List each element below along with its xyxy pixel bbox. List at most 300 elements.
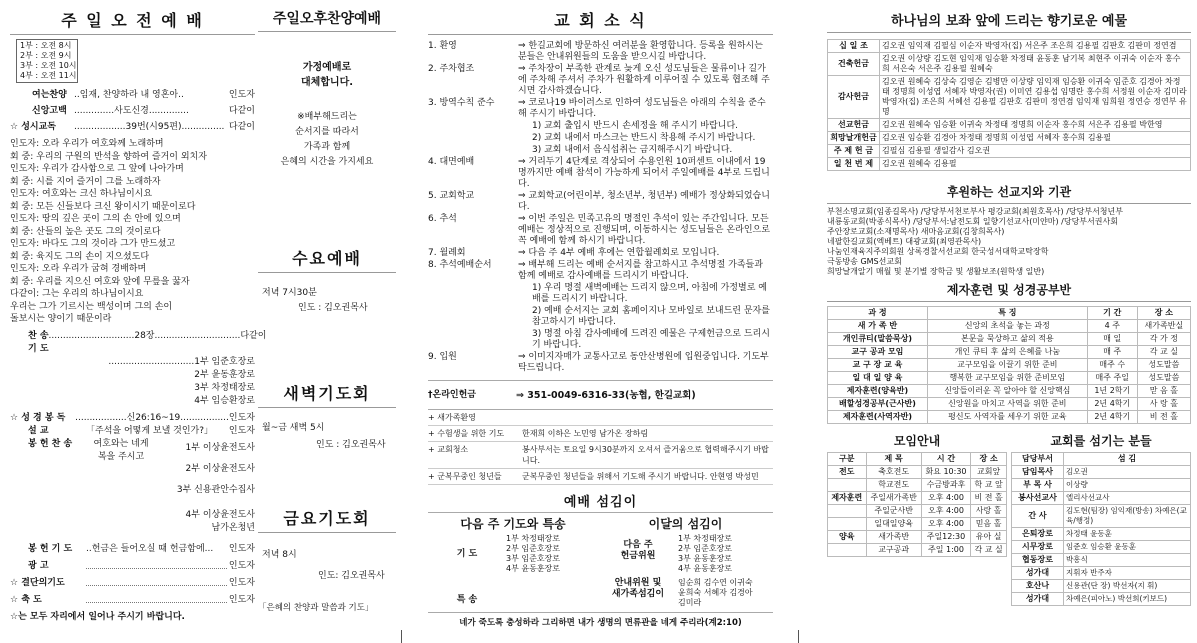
extra-item-label: + 새가족환영 bbox=[428, 413, 476, 422]
news-title: 교 회 소 식 bbox=[428, 8, 773, 35]
offering-label: 봉 헌 기 도 bbox=[28, 543, 73, 554]
training-cell: 매 주 bbox=[1087, 346, 1137, 359]
serve-row bbox=[1012, 593, 1191, 606]
evening-note: 순서지를 따라서 bbox=[295, 127, 359, 137]
news-item-text: 3) 명절 아침 감사예배에 드려진 예물은 구제헌금으로 드리시기 바랍니다. bbox=[532, 329, 770, 350]
decision-label: ☆ 결단의기도 bbox=[10, 577, 65, 588]
offering-row-label: 감사헌금 bbox=[828, 76, 880, 119]
news-item-number: 5. 교회학교 bbox=[428, 191, 475, 201]
choir-item: 2부 이상윤전도사 bbox=[185, 463, 255, 474]
online-offering-label: †온라인헌금 bbox=[428, 390, 476, 400]
guide-item: 김미라 bbox=[678, 598, 702, 607]
special-song-label: 특 송 bbox=[456, 595, 478, 605]
serve-cell: 협동장로 bbox=[1012, 554, 1064, 567]
support-item: 희망날개알기 매월 및 분기별 장학금 및 생활보조(원학생 일반) bbox=[827, 267, 1045, 276]
news-item-number bbox=[428, 145, 518, 156]
news-item-text: 3) 교회 내에서 음식섭취는 금지해주시기 바랍니다. bbox=[532, 145, 733, 155]
offering-row bbox=[828, 119, 1191, 132]
serve-table bbox=[1011, 452, 1191, 606]
meeting-header-row bbox=[828, 453, 1007, 466]
offering-row-label: 선교헌금 bbox=[828, 119, 880, 132]
meeting-row bbox=[828, 505, 1007, 518]
friday-footer: 「은혜의 찬양과 말씀과 기도」 bbox=[258, 603, 374, 613]
center-divider bbox=[401, 630, 402, 643]
order-label: 여는찬양 bbox=[32, 90, 67, 100]
offering-helper: 3부 윤동훈장로 bbox=[678, 554, 733, 563]
service-time: 1부 : 오전 8시 bbox=[20, 41, 72, 50]
service-times-box bbox=[16, 39, 78, 83]
responsive-line: 인도자: 오라 우리가 굽혀 경배하며 bbox=[10, 264, 147, 274]
order-content: ..............사도신경.............. bbox=[74, 106, 189, 116]
meeting-cell: 교구공과 bbox=[866, 544, 921, 557]
news-item-text: 2) 예배 순서지는 교회 홈페이지나 모바일로 보내드린 문자를 참고하시기 바랍니다. bbox=[532, 306, 770, 327]
friday-title: 금요기도회 bbox=[258, 506, 396, 533]
responsive-line: 우리는 그가 기르시는 백성이며 그의 손이 bbox=[10, 301, 173, 312]
support-item: 주안장로교회(소재명목사) 새마음교회(김창희목사) bbox=[827, 227, 1005, 236]
serve-row bbox=[1012, 479, 1191, 492]
offering-leader: 인도자 bbox=[228, 543, 255, 554]
training-row bbox=[828, 398, 1191, 411]
morning-title: 주 일 오 전 예 배 bbox=[10, 8, 255, 35]
meeting-cell: 오후 4:00 bbox=[921, 492, 970, 505]
blessing-label: ☆ 축 도 bbox=[10, 594, 42, 605]
serve-row bbox=[1012, 580, 1191, 593]
responsive-line: 다같이: 그는 우리의 하나님이시요 bbox=[10, 289, 144, 299]
serve-row bbox=[1012, 466, 1191, 479]
support-item: 부천소명교회(임종길목사) /당당부서천로부사 평강교회(최원호목사) /당당부서청년부 bbox=[827, 207, 1123, 216]
support-item: 나눔인재육지주의회원 상록경찰서선교회 한국성서대학교탁장학 bbox=[827, 247, 1049, 256]
guide-item: 윤희숙 서혜자 김경아 bbox=[678, 588, 753, 597]
offering-row-names: 김오권 임익재 김필심 이순자 박영자(집) 서은주 조은희 김용필 김판호 김판미 정연겸 bbox=[880, 40, 1191, 53]
serve-cell: 박흥식 bbox=[1064, 554, 1191, 567]
training-cell: 성도말씀 bbox=[1137, 359, 1190, 372]
training-row bbox=[828, 372, 1191, 385]
offering-row-names: 김오권 원혜숙 김용필 bbox=[880, 158, 1191, 171]
choir-item: 남가온청년 bbox=[211, 522, 255, 533]
order-row bbox=[10, 89, 255, 102]
news-item-number bbox=[428, 306, 518, 328]
scripture-content: ..................신26:16~19................. bbox=[75, 412, 229, 423]
decision-leader: 인도자 bbox=[228, 577, 255, 588]
serve-row bbox=[1012, 554, 1191, 567]
offering-row-names: 김필심 김용필 생일감사 김오권 bbox=[880, 145, 1191, 158]
prayer-label: 기 도 bbox=[28, 343, 49, 354]
news-item-text: ⇒ 이미지자매가 교통사고로 동안산병원에 입원중입니다. 기도부탁드립니다. bbox=[518, 352, 769, 373]
serve-row bbox=[1012, 567, 1191, 580]
extra-item-label: + 수험생을 위한 기도 bbox=[428, 429, 505, 438]
news-item-text: 2) 교회 내에서 마스크는 반드시 착용해 주시기 바랍니다. bbox=[532, 133, 756, 143]
training-row bbox=[828, 346, 1191, 359]
service-time: 2부 : 오전 9시 bbox=[20, 51, 72, 60]
offering-row-label: 십 일 조 bbox=[828, 40, 880, 53]
meeting-cell bbox=[828, 479, 867, 492]
training-cell: 본문을 묵상하고 삶의 적용 bbox=[927, 333, 1087, 346]
prayer-item: 2부 윤동훈장로 bbox=[194, 369, 255, 380]
training-cell: 신앙의 초석을 놓는 과정 bbox=[927, 320, 1087, 333]
training-cell: 배할성경공부(근사반) bbox=[828, 398, 928, 411]
guide-item: 임순희 김수연 이귀숙 bbox=[678, 578, 753, 587]
sermon-label: 설 교 bbox=[28, 425, 49, 436]
choir-song: 여호와는 네게 bbox=[93, 438, 149, 449]
news-item-text: 1) 우리 명절 새벽예배는 드리지 않으며, 아침에 가정별로 예배를 드리시기 바랍니다. bbox=[532, 283, 767, 304]
offering-row bbox=[828, 40, 1191, 53]
prayer-item: 3부 차정태장로 bbox=[194, 382, 255, 393]
training-cell: 2년 4학기 bbox=[1087, 398, 1137, 411]
meeting-cell: 비 전 홀 bbox=[971, 492, 1007, 505]
news-item-text: ⇒ 배부해 드리는 예배 순서지를 참고하시고 추석명절 가족들과 함께 예배로 감사예배를 드리시기 바랍니다. bbox=[518, 260, 763, 281]
offering-row bbox=[828, 132, 1191, 145]
scripture-row bbox=[10, 412, 255, 425]
extra-item-label: + 교회청소 bbox=[428, 445, 469, 454]
training-cell: 새 가 족 반 bbox=[828, 320, 928, 333]
training-cell: 4 주 bbox=[1087, 320, 1137, 333]
training-row bbox=[828, 385, 1191, 398]
responsive-line: 회 중: 시를 지어 즐거이 그를 노래하자 bbox=[10, 176, 161, 187]
order-row bbox=[10, 105, 255, 118]
memory-verse: 네가 죽도록 충성하라 그리하면 내가 생명의 면류관을 네게 주리라(계2:10) bbox=[428, 612, 773, 628]
offering-helper: 4부 윤동훈장로 bbox=[678, 564, 733, 573]
service-prayer-item: 3부 임준호장로 bbox=[506, 554, 561, 563]
meeting-cell: 제자훈련 bbox=[828, 492, 867, 505]
training-row bbox=[828, 320, 1191, 333]
dawn-time: 월~금 새벽 5시 bbox=[262, 423, 325, 433]
serve-row bbox=[1012, 541, 1191, 554]
order-content: ..................39번(시95편)............... bbox=[74, 122, 225, 132]
meeting-cell: 주일 1:00 bbox=[921, 544, 970, 557]
offerings-title: 하나님의 보좌 앞에 드리는 향기로운 예물 bbox=[827, 10, 1191, 33]
serve-header-cell: 담당부서 bbox=[1012, 453, 1064, 466]
serve-cell: 이상량 bbox=[1064, 479, 1191, 492]
prayer-item: 4부 임승환장로 bbox=[194, 395, 255, 406]
wednesday-leader: 인도 : 김오권목사 bbox=[298, 303, 368, 313]
extra-item-value: 봉사부서는 토요일 9시30분까지 오셔서 즐거움으로 협력해주시기 바랍니다. bbox=[522, 445, 769, 465]
news-item-text: 1) 교회 출입시 반드시 손세정을 해 주시기 바랍니다. bbox=[532, 121, 739, 131]
serve-cell: 엘리사선교사 bbox=[1064, 492, 1191, 505]
meeting-cell: 유아 실 bbox=[971, 531, 1007, 544]
news-item bbox=[428, 133, 773, 144]
meeting-cell bbox=[828, 544, 867, 557]
news-item bbox=[428, 329, 773, 351]
online-offering-row bbox=[428, 380, 773, 401]
offering-helpers-label: 다음 주 bbox=[623, 540, 653, 550]
training-cell: 교구 공과 모임 bbox=[828, 346, 928, 359]
serve-cell: 봉사선교사 bbox=[1012, 492, 1064, 505]
serve-header-cell: 섬 김 bbox=[1064, 453, 1191, 466]
meeting-table bbox=[827, 452, 1007, 557]
serve-cell: 부 목 사 bbox=[1012, 479, 1064, 492]
training-header-row bbox=[828, 307, 1191, 320]
guide-label: 안내위원 및 bbox=[614, 578, 662, 588]
meeting-header-cell: 구분 bbox=[828, 453, 867, 466]
responsive-line: 회 중: 산들의 높은 곳도 그의 것이로다 bbox=[10, 226, 161, 237]
news-item-number: 4. 대면예배 bbox=[428, 157, 475, 167]
training-cell: 제자훈련(양육반) bbox=[828, 385, 928, 398]
training-header-cell: 특 징 bbox=[927, 307, 1087, 320]
training-title: 제자훈련 및 성경공부반 bbox=[827, 281, 1191, 302]
offering-row-names: 김오권 원혜숙 임승환 이귀숙 차정태 정명희 이순자 홍수희 서은주 김용필 박한영 bbox=[880, 119, 1191, 132]
dawn-leader: 인도 : 김오권목사 bbox=[316, 440, 386, 450]
news-item-text: ⇒ 코로나19 바이러스로 인하여 성도님들은 아래의 수칙을 준수해 주시기 바랍니다. bbox=[518, 98, 766, 119]
training-cell: 매 일 bbox=[1087, 333, 1137, 346]
news-item-number: 8. 추석예배순서 bbox=[428, 260, 492, 270]
news-item-text: ⇒ 다음 주 4부 예배 후에는 연합월례회로 모입니다. bbox=[518, 248, 720, 258]
serve-cell: 성가대 bbox=[1012, 567, 1064, 580]
meeting-row bbox=[828, 492, 1007, 505]
meeting-cell bbox=[828, 518, 867, 531]
meeting-header-cell: 제 목 bbox=[866, 453, 921, 466]
prayer-row bbox=[10, 343, 255, 356]
training-cell: 제자훈련(사역자반) bbox=[828, 411, 928, 424]
news-item bbox=[428, 64, 773, 97]
month-title: 이달의 섬김이 bbox=[648, 517, 723, 531]
extra-item bbox=[428, 442, 773, 469]
serve-header-row bbox=[1012, 453, 1191, 466]
choir-item: 4부 이상윤전도사 bbox=[185, 509, 255, 520]
training-row bbox=[828, 411, 1191, 424]
meeting-row bbox=[828, 466, 1007, 479]
hymn-leader: 다같이 bbox=[240, 330, 267, 341]
guide-label: 새가족섬김이 bbox=[611, 589, 665, 599]
training-cell: 각 교 실 bbox=[1137, 346, 1190, 359]
support-title: 후원하는 선교지와 기관 bbox=[827, 183, 1191, 204]
responsive-line: 회 중: 우리의 구원의 반석을 향하여 즐거이 외치자 bbox=[10, 151, 207, 162]
decision-row bbox=[10, 577, 255, 590]
training-row bbox=[828, 333, 1191, 346]
service-prayer-label: 기 도 bbox=[456, 549, 478, 559]
serve-title: 교회를 섬기는 분들 bbox=[1050, 434, 1152, 448]
evening-note: 가족과 함께 bbox=[303, 142, 351, 152]
servers-title: 예배 섬김이 bbox=[563, 495, 638, 510]
blessing-leader: 인도자 bbox=[228, 594, 255, 605]
news-item-number bbox=[428, 329, 518, 351]
news-item-number: 3. 방역수칙 준수 bbox=[428, 98, 495, 108]
news-item-text: ⇒ 교회학교(어린이부, 청소년부, 청년부) 예배가 정상화되었습니다. bbox=[518, 191, 770, 212]
news-item-text: ⇒ 거리두기 4단계로 격상되어 수용인원 10퍼센트 이내에서 19명까지만 예배 참석이 가능하게 되어서 주일예배를 4부로 드립니다. bbox=[518, 157, 770, 189]
offering-helpers-label: 헌금위원 bbox=[620, 551, 656, 561]
offering-row bbox=[10, 543, 255, 556]
right-divider bbox=[798, 630, 799, 643]
news-item-number: 9. 입원 bbox=[428, 352, 457, 362]
meeting-cell: 주일군사반 bbox=[866, 505, 921, 518]
meeting-cell: 화요 10:30 bbox=[921, 466, 970, 479]
training-header-cell: 기 간 bbox=[1087, 307, 1137, 320]
training-cell: 개인큐티(말씀묵상) bbox=[828, 333, 928, 346]
offering-row-label: 희망날개헌금 bbox=[828, 132, 880, 145]
training-cell: 신앙들이러운 꼭 알아야 할 신앙핵심 bbox=[927, 385, 1087, 398]
service-prayer-item: 1부 차정태장로 bbox=[506, 534, 561, 543]
responsive-line: 회 중: 육지도 그의 손이 지으셨도다 bbox=[10, 251, 150, 262]
meeting-cell: 주일12:30 bbox=[921, 531, 970, 544]
news-item bbox=[428, 214, 773, 247]
training-cell: 행복한 교구모임을 위한 준비모임 bbox=[927, 372, 1087, 385]
news-item bbox=[428, 260, 773, 282]
meeting-cell: 일대일양육 bbox=[866, 518, 921, 531]
choir-song: 복을 주시고 bbox=[97, 451, 145, 462]
support-item: 네팔한길교회(엑베트) 대광교회(최영관목사) bbox=[827, 237, 982, 246]
serve-cell: 신용관(단 장) 박선자(지 휘) bbox=[1064, 580, 1191, 593]
responsive-reading bbox=[10, 138, 255, 326]
serve-cell: 시무장로 bbox=[1012, 541, 1064, 554]
serve-cell: 임준호 임승환 윤동훈 bbox=[1064, 541, 1191, 554]
responsive-line: 회 중: 우리를 지으신 여호와 앞에 무릎을 꿇자 bbox=[10, 276, 190, 287]
offering-helper: 2부 임준호장로 bbox=[678, 544, 733, 553]
extra-list bbox=[428, 409, 773, 485]
news-item bbox=[428, 191, 773, 213]
news-item bbox=[428, 306, 773, 328]
sermon-row bbox=[10, 425, 255, 438]
news-item bbox=[428, 157, 773, 190]
service-time: 4부 : 오전 11시 bbox=[20, 71, 77, 80]
friday-leader: 인도: 김오권목사 bbox=[318, 571, 385, 581]
serve-cell: 간 사 bbox=[1012, 505, 1064, 528]
extra-item-label: + 군복무중인 청년들 bbox=[428, 472, 502, 481]
offering-row bbox=[828, 158, 1191, 171]
offering-row-names: 김오권 이상량 김도현 임익재 임승환 차정태 윤동훈 남기복 최현주 이귀숙 이순자 홍수희 서은숙 서은주 김용필 원혜숙 bbox=[880, 53, 1191, 76]
training-cell: 매주 주일 bbox=[1087, 372, 1137, 385]
serve-cell: 담임목사 bbox=[1012, 466, 1064, 479]
order-label: ☆ 성시교독 bbox=[10, 122, 56, 132]
meeting-row bbox=[828, 531, 1007, 544]
order-content: ..임재, 찬양하라 내 영혼아.. bbox=[74, 90, 184, 100]
meeting-cell: 새가족반 bbox=[866, 531, 921, 544]
news-item-text: ⇒ 이번 주일은 민족고유의 명절인 추석이 있는 주간입니다. 모든 예배는 정상적으로 진행되며, 이동하시는 성도님들은 온라인으로 꼭 예배에 함께 하시기 바랍니다. bbox=[518, 214, 770, 246]
next-week-title: 다음 주 기도와 특송 bbox=[460, 517, 566, 531]
training-header-cell: 장 소 bbox=[1137, 307, 1190, 320]
scripture-leader: 인도자 bbox=[228, 412, 255, 423]
serve-cell: 호산나 bbox=[1012, 580, 1064, 593]
news-item-number: 6. 추석 bbox=[428, 214, 457, 224]
responsive-line: 인도자: 오라 우리가 여호와께 노래하며 bbox=[10, 139, 164, 149]
meeting-cell: 믿음 홀 bbox=[971, 518, 1007, 531]
meeting-title: 모임안내 bbox=[893, 434, 941, 448]
responsive-line: 인도자: 여호와는 크신 하나님이시요 bbox=[10, 189, 153, 199]
training-cell: 맏 음 홀 bbox=[1137, 385, 1190, 398]
offering-table bbox=[827, 39, 1191, 171]
order-label: 신앙고백 bbox=[32, 106, 67, 116]
wednesday-title: 수요예배 bbox=[258, 246, 396, 273]
training-cell: 2년 4학기 bbox=[1087, 411, 1137, 424]
training-cell: 1년 2학기 bbox=[1087, 385, 1137, 398]
news-item-text: ⇒ 한길교회에 방문하신 여러분을 환영합니다. 등록을 원하시는 분들은 안내위원들의 도움을 받으시길 바랍니다. bbox=[518, 41, 763, 62]
meeting-cell bbox=[828, 505, 867, 518]
training-header-cell: 과 정 bbox=[828, 307, 928, 320]
serve-row bbox=[1012, 505, 1191, 528]
news-item-number: 7. 월례회 bbox=[428, 248, 466, 258]
news-item-number: 1. 환영 bbox=[428, 41, 457, 51]
training-cell: 사 랑 홀 bbox=[1137, 398, 1190, 411]
morning-worship-column bbox=[10, 0, 267, 643]
meeting-cell: 오후 4:00 bbox=[921, 518, 970, 531]
meeting-row bbox=[828, 518, 1007, 531]
training-cell: 신앙원을 마치고 사역을 위한 준비 bbox=[927, 398, 1087, 411]
meeting-cell: 사랑 홀 bbox=[971, 505, 1007, 518]
extra-item-value: 군복무중인 청년들을 위해서 기도해 주시기 바랍니다. 안현영 박성민 bbox=[522, 472, 759, 481]
training-cell: 매주 수 bbox=[1087, 359, 1137, 372]
training-cell: 평신도 사역자를 세우기 위한 교육 bbox=[927, 411, 1087, 424]
meeting-header-cell: 장 소 bbox=[971, 453, 1007, 466]
responsive-line: 인도자: 땅의 깊은 곳이 그의 손 안에 있으며 bbox=[10, 214, 181, 224]
news-list bbox=[428, 41, 773, 374]
order-leader: 다같이 bbox=[228, 106, 255, 116]
training-cell: 교구모임을 이끌기 위한 준비 bbox=[927, 359, 1087, 372]
training-row bbox=[828, 359, 1191, 372]
news-row bbox=[10, 560, 255, 573]
service-time: 3부 : 오전 10시 bbox=[20, 61, 77, 70]
offering-row bbox=[828, 76, 1191, 119]
extra-item-value: 한재희 이하은 노민영 남가온 장하림 bbox=[522, 429, 649, 438]
scripture-label: ☆ 성 경 봉 독 bbox=[10, 412, 66, 423]
training-cell: 성도말씀 bbox=[1137, 372, 1190, 385]
responsive-line: 인도자: 우리가 감사함으로 그 앞에 나아가며 bbox=[10, 164, 184, 174]
meeting-cell: 전도 bbox=[828, 466, 867, 479]
meeting-cell: 각 교 실 bbox=[971, 544, 1007, 557]
serve-cell: 지휘자 반주자 bbox=[1064, 567, 1191, 580]
offering-content: ..헌금은 들어오실 때 헌금함에... bbox=[86, 543, 214, 554]
training-table bbox=[827, 306, 1191, 424]
order-leader: 인도자 bbox=[228, 90, 255, 100]
meeting-cell: 학 교 앞 bbox=[971, 479, 1007, 492]
footer-note: ☆는 모두 자리에서 일어나 주시기 바랍니다. bbox=[10, 611, 185, 622]
extra-item-value bbox=[522, 412, 773, 423]
news-item bbox=[428, 145, 773, 156]
offering-row-names: 김오권 원혜숙 김상숙 김영순 김병만 이상량 임익재 임승환 이귀숙 임준호 김경아 차정태 정명희 이성엽 서혜자 박영자(권) 이미연 김용섭 임명란 홍수희 서정원 이순자 김미라 박영자(집) 조은희 서혜선 김용필 김판호 김판미 정연겸 임익재 임희원 정연승 정연부 유명 bbox=[880, 76, 1191, 119]
training-cell: 비 전 홀 bbox=[1137, 411, 1190, 424]
meeting-header-cell: 시 간 bbox=[921, 453, 970, 466]
offering-row bbox=[828, 53, 1191, 76]
training-cell: 일 대 일 양 육 bbox=[828, 372, 928, 385]
choir-item: 3부 신용관안수집사 bbox=[176, 484, 255, 495]
serve-row bbox=[1012, 492, 1191, 505]
responsive-line: 회 중: 모든 신들보다 크신 왕이시기 때문이로다 bbox=[10, 201, 196, 212]
offering-row-label: 일 천 번 제 bbox=[828, 158, 880, 171]
evening-note: ※배부해드리는 bbox=[297, 112, 357, 122]
training-cell: 각 가 정 bbox=[1137, 333, 1190, 346]
service-prayer-item: 4부 윤동훈장로 bbox=[506, 564, 561, 573]
extra-item bbox=[428, 469, 773, 485]
serve-cell: 김오권 bbox=[1064, 466, 1191, 479]
serve-cell: 은퇴장로 bbox=[1012, 528, 1064, 541]
meeting-row bbox=[828, 544, 1007, 557]
wednesday-time: 저녁 7시30분 bbox=[262, 288, 317, 298]
evening-body: 가정예배로 bbox=[302, 62, 352, 73]
news-item-number: 2. 주차협조 bbox=[428, 64, 475, 74]
news-item bbox=[428, 352, 773, 374]
responsive-line: 돌보시는 양이기 때문이라 bbox=[10, 314, 112, 324]
prayer-item: ..............................1부 임준호장로 bbox=[108, 356, 255, 367]
serve-cell: 차예은(피아노) 박선희(키보드) bbox=[1064, 593, 1191, 606]
news-item bbox=[428, 98, 773, 120]
hymn-content: ..............................28장.............................. bbox=[48, 330, 241, 341]
news-item bbox=[428, 41, 773, 63]
extra-item bbox=[428, 426, 773, 442]
serve-row bbox=[1012, 528, 1191, 541]
offering-row-label: 건축헌금 bbox=[828, 53, 880, 76]
responsive-line: 인도자: 바다도 그의 것이라 그가 만드셨고 bbox=[10, 239, 176, 249]
blessing-row bbox=[10, 594, 255, 607]
order-leader: 다같이 bbox=[228, 122, 255, 132]
news-item bbox=[428, 248, 773, 259]
news-item-number bbox=[428, 283, 518, 305]
offering-helper: 1부 차정태장로 bbox=[678, 534, 733, 543]
meeting-cell: 교회앞 bbox=[971, 466, 1007, 479]
news-item bbox=[428, 283, 773, 305]
training-cell: 개인 큐티 후 삶의 은혜를 나눔 bbox=[927, 346, 1087, 359]
serve-cell: 차정태 윤동훈 bbox=[1064, 528, 1191, 541]
news-leader: 인도자 bbox=[228, 560, 255, 571]
meeting-row bbox=[828, 479, 1007, 492]
training-cell: 새가족반실 bbox=[1137, 320, 1190, 333]
meeting-cell: 축호전도 bbox=[866, 466, 921, 479]
